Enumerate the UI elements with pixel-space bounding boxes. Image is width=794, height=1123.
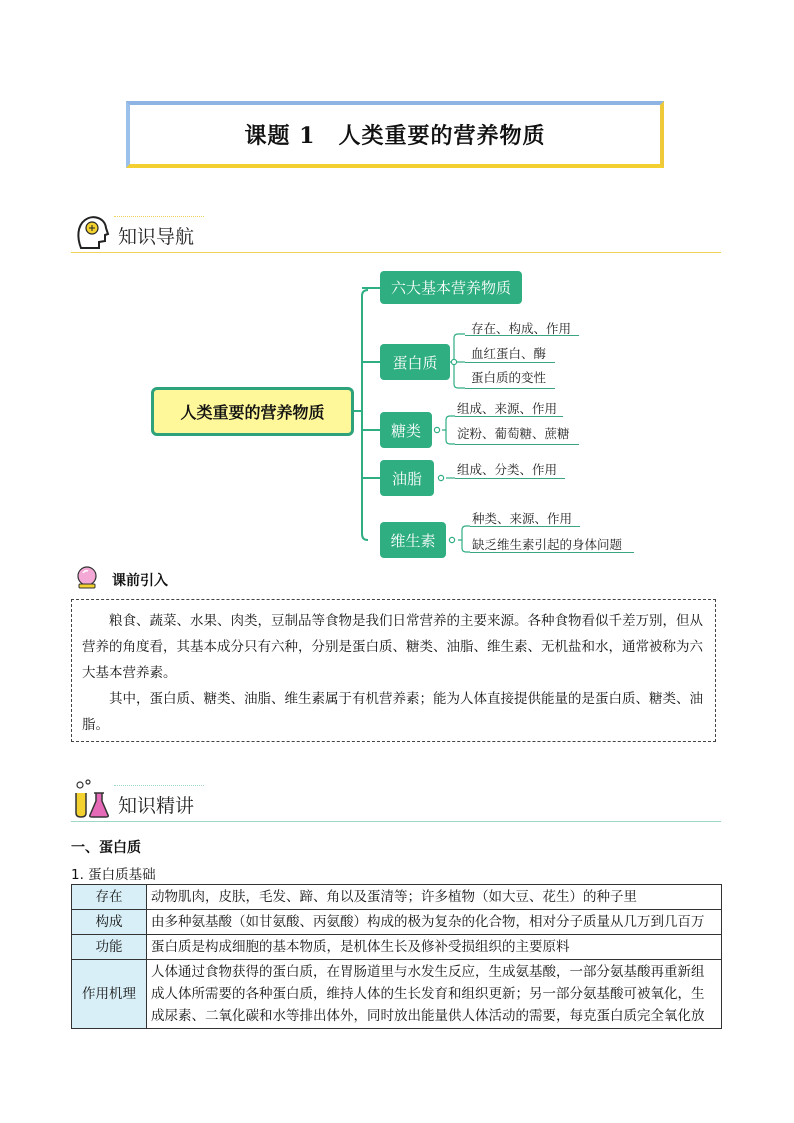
table-value: 人体通过食物获得的蛋白质，在胃肠道里与水发生反应，生成氨基酸，一部分氨基酸再重新组成人体所需要的各种蛋白质，维持人体的生长发育和组织更新；另一部分氨基酸可被氧化，生成尿素、二氧化碳和水等排出体外，同时放出能量供人体活动的需要，每克蛋白质完全氧化放 (147, 960, 722, 1029)
table-key: 功能 (72, 935, 147, 960)
leaf-protein-3: 蛋白质的变性 (471, 370, 547, 385)
leaf-oil-1: 组成、分类、作用 (457, 462, 558, 477)
intro-section-label: 课前引入 (112, 573, 168, 589)
nav-section-label: 知识导航 (118, 226, 195, 248)
branch-node-vitamin: 维生素 (380, 522, 446, 558)
lecture-section-label: 知识精讲 (118, 795, 195, 817)
leaf-vitamin-1: 种类、来源、作用 (472, 511, 573, 526)
branch-node-protein: 蛋白质 (380, 344, 450, 380)
branch-node-sugar: 糖类 (380, 412, 432, 448)
table-row (72, 910, 722, 935)
leaf-underline (455, 478, 565, 479)
mindmap (0, 0, 794, 560)
branch-node-oil: 油脂 (380, 460, 434, 496)
leaf-underline (455, 444, 579, 445)
table-key: 作用机理 (72, 960, 147, 1029)
leaf-underline (465, 335, 579, 336)
leaf-protein-1: 存在、构成、作用 (471, 321, 572, 336)
table-row (72, 885, 722, 910)
page-title: 课题 1 人类重要的营养物质 (244, 123, 546, 149)
leaf-underline (470, 526, 580, 527)
intro-paragraph-1: 粮食、蔬菜、水果、肉类，豆制品等食物是我们日常营养的主要来源。各种食物看似千差万别，但从营养的角度看，其基本成分只有六种，分别是蛋白质、糖类、油脂、维生素、无机盐和水，通常被称为六大基本营养素。 (82, 613, 703, 681)
leaf-underline (465, 362, 555, 363)
intro-paragraph-2: 其中，蛋白质、糖类、油脂、维生素属于有机营养素；能为人体直接提供能量的是蛋白质、糖类、油脂。 (82, 691, 703, 733)
table-value: 动物肌肉，皮肤，毛发、蹄、角以及蛋清等；许多植物（如大豆、花生）的种子里 (147, 885, 722, 910)
table-row (72, 935, 722, 960)
leaf-underline (455, 416, 563, 417)
protein-table (71, 884, 722, 1029)
flask-icon (72, 779, 112, 819)
table-key: 构成 (72, 910, 147, 935)
mindmap-root: 人类重要的营养物质 (151, 387, 354, 436)
table-key: 存在 (72, 885, 147, 910)
subheading-protein-basics: 1. 蛋白质基础 (71, 867, 156, 883)
leaf-sugar-2: 淀粉、葡萄糖、蔗糖 (457, 426, 570, 441)
table-value: 由多种氨基酸（如甘氨酸、丙氨酸）构成的极为复杂的化合物，相对分子质量从几万到几百万 (147, 910, 722, 935)
table-value: 蛋白质是构成细胞的基本物质，是机体生长及修补受损组织的主要原料 (147, 935, 722, 960)
table-row (72, 960, 722, 1029)
leaf-underline (470, 552, 634, 553)
leaf-sugar-1: 组成、来源、作用 (457, 401, 558, 416)
lecture-top-rule (114, 785, 204, 786)
crystal-ball-icon (73, 564, 101, 592)
intro-box (71, 599, 716, 742)
branch-node-nutrients: 六大基本营养物质 (380, 271, 522, 304)
leaf-vitamin-2: 缺乏维生素引起的身体问题 (472, 537, 623, 552)
lecture-divider (71, 821, 721, 822)
heading-protein: 一、蛋白质 (71, 840, 141, 856)
leaf-underline (465, 388, 555, 389)
leaf-protein-2: 血红蛋白、酶 (471, 346, 547, 361)
